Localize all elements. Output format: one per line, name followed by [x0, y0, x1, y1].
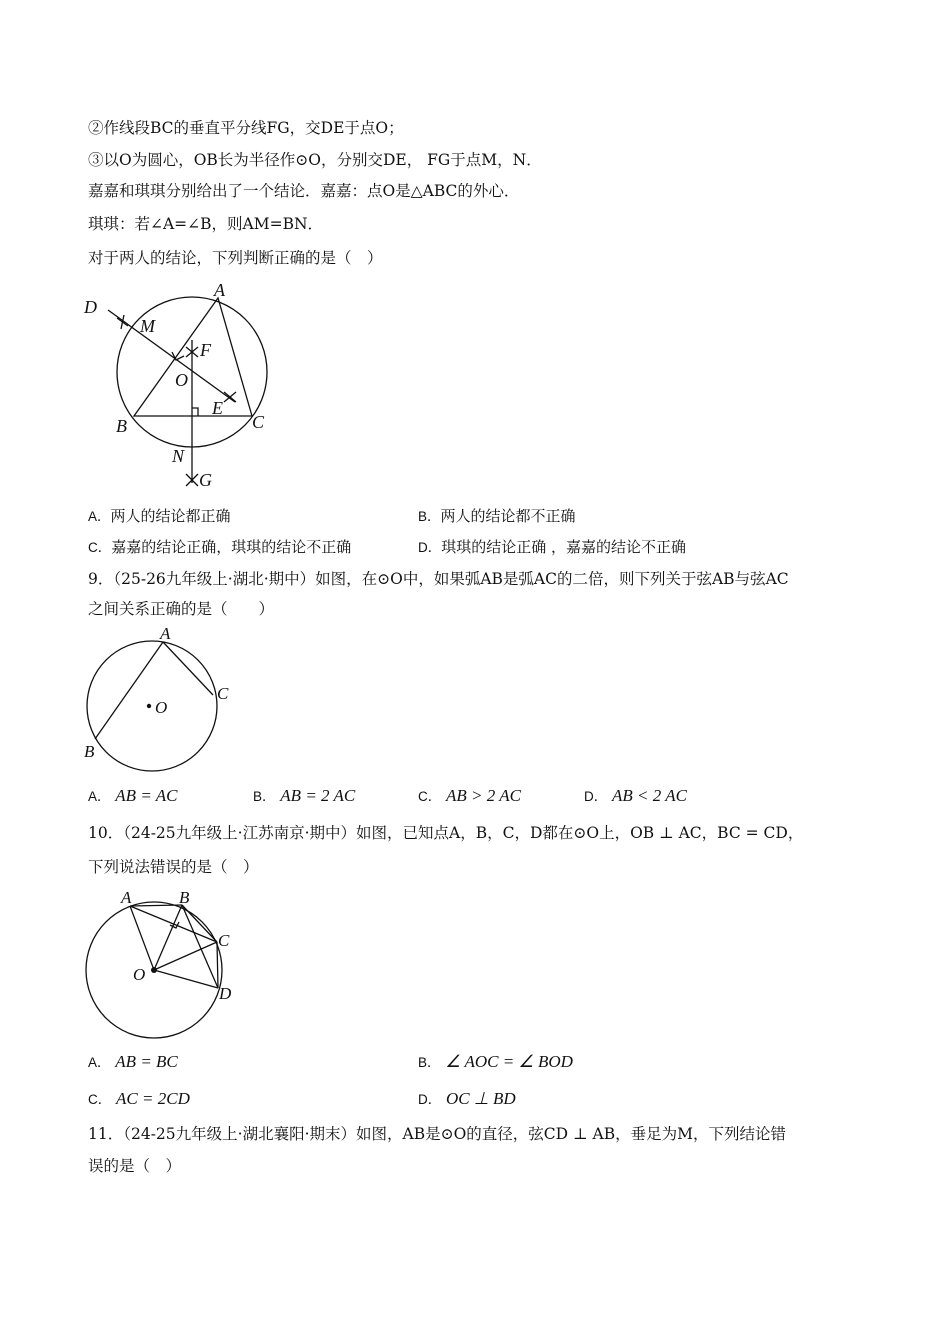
q8-step3: ③以O为圆心，OB长为半径作⊙O，分别交DE， FG于点M，N．	[88, 151, 542, 169]
q10-label-a: A	[121, 888, 132, 907]
q10-option-d[interactable]: D． OC ⊥ BD	[418, 1089, 516, 1108]
q8-figure	[80, 280, 280, 495]
q9-label-a: A	[160, 624, 171, 643]
q10-stem-line1: 10．（24-25九年级上·江苏南京·期中）如图，已知点A，B，C，D都在⊙O上，OB ⊥ AC，BC = CD，	[88, 824, 804, 842]
q8-label-d: D	[84, 297, 97, 317]
q9-circle	[87, 641, 217, 771]
q11-stem-line2: 误的是（ ）	[88, 1157, 182, 1175]
q10-label-o: O	[133, 965, 146, 984]
q8-label-f: F	[200, 340, 211, 360]
q9-label-b: B	[84, 742, 95, 761]
q8-right-angle-mark-2	[192, 408, 198, 416]
q8-jiajia-claim: 嘉嘉和琪琪分别给出了一个结论．嘉嘉：点O是△ABC的外心．	[88, 182, 520, 200]
q8-option-a[interactable]: A．两人的结论都正确	[88, 507, 231, 525]
q9-label-c: C	[217, 684, 229, 703]
q8-label-e: E	[212, 398, 223, 418]
q9-option-b[interactable]: B． AB = 2 AC	[253, 786, 356, 805]
q10-stem-line2: 下列说法错误的是（ ）	[88, 858, 259, 876]
q9-option-c[interactable]: C． AB > 2 AC	[418, 786, 521, 805]
q8-option-d[interactable]: D．琪琪的结论正确 ，嘉嘉的结论不正确	[418, 538, 687, 556]
q9-option-d[interactable]: D． AB < 2 AC	[584, 786, 687, 805]
q9-option-a[interactable]: A． AB = AC	[88, 786, 178, 805]
q9-stem-line1: 9．（25-26九年级上·湖北·期中）如图，在⊙O中，如果弧AB是弧AC的二倍，则下列关于弦AB与弦AC	[88, 570, 789, 588]
q8-qiqi-claim: 琪琪：若∠A=∠B，则AM=BN．	[88, 215, 324, 233]
q10-label-c: C	[218, 931, 230, 950]
q8-label-n: N	[172, 446, 185, 466]
q9-stem-line2: 之间关系正确的是（ ）	[88, 600, 275, 618]
q8-label-c: C	[252, 412, 265, 432]
q8-line-de	[108, 310, 235, 402]
q8-label-a: A	[214, 280, 225, 300]
q10-center-dot	[151, 967, 157, 973]
q8-label-b: B	[116, 416, 127, 436]
q8-option-b[interactable]: B．两人的结论都不正确	[418, 507, 576, 525]
q10-figure	[80, 880, 250, 1040]
q10-option-c[interactable]: C． AC = 2CD	[88, 1089, 190, 1108]
q8-label-m: M	[140, 316, 155, 336]
q9-center-dot	[147, 704, 151, 708]
q9-figure	[80, 620, 240, 765]
q8-option-c[interactable]: C．嘉嘉的结论正确，琪琪的结论不正确	[88, 538, 352, 556]
q9-chord-ab	[95, 642, 163, 739]
q8-question: 对于两人的结论，下列判断正确的是（ ）	[88, 249, 383, 267]
q8-label-g: G	[199, 470, 212, 490]
q10-option-b[interactable]: B． ∠ AOC = ∠ BOD	[418, 1052, 573, 1071]
q11-stem-line1: 11．（24-25九年级上·湖北襄阳·期末）如图，AB是⊙O的直径，弦CD ⊥ AB，垂足为M，下列结论错	[88, 1125, 786, 1143]
q8-label-o: O	[175, 370, 188, 390]
q8-step2: ②作线段BC的垂直平分线FG，交DE于点O；	[88, 119, 404, 137]
q10-label-b: B	[179, 888, 190, 907]
q10-label-d: D	[219, 984, 232, 1003]
q10-option-a[interactable]: A． AB = BC	[88, 1052, 178, 1071]
q9-label-o: O	[155, 698, 168, 717]
